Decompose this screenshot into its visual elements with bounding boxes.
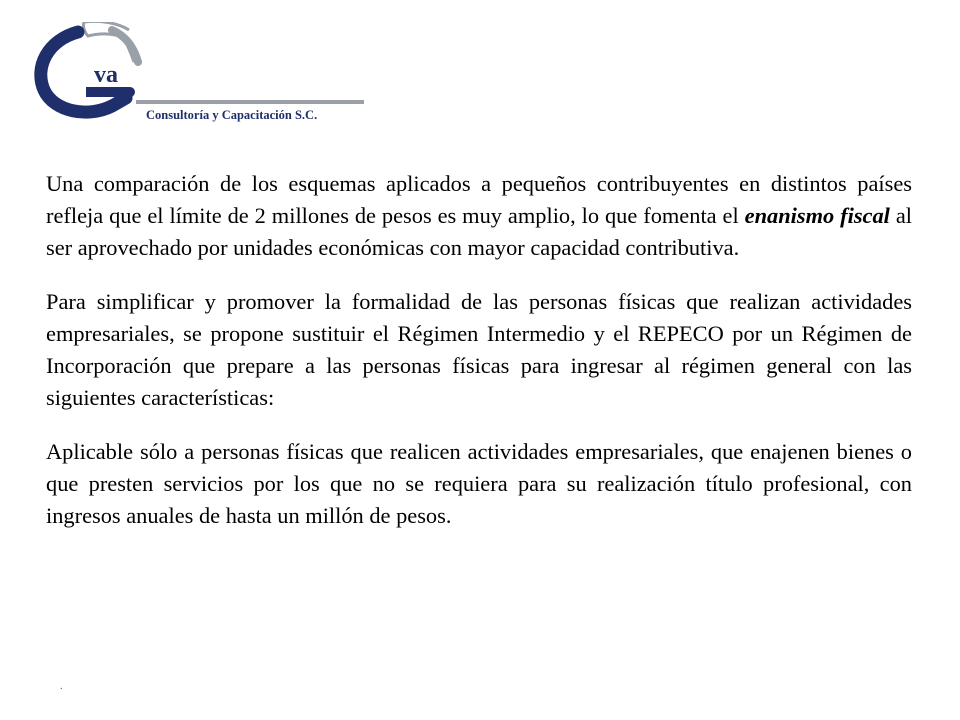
- logo-monogram: va: [94, 62, 118, 88]
- paragraph-1-start: Una comparación de los esquemas aplicados a pequeños contribuyentes en distintos países refleja que el límite de 2 millones de pesos es muy amplio, lo que fomenta el: [46, 171, 912, 228]
- paragraph-applicability: Aplicable sólo a personas físicas que realicen actividades empresariales, que enajenen bienes o que presten servicios por los que no se requiera para su realización título profesional, con ingresos anuales de hasta un millón de pesos.: [46, 439, 912, 528]
- paragraph-comparison: [46, 168, 912, 264]
- company-logo: [26, 22, 371, 132]
- paragraph-1-end: al ser aprovechado por unidades económicas con mayor capacidad contributiva.: [46, 203, 912, 260]
- slide-body: [46, 168, 912, 532]
- emphasis-enanismo-fiscal: enanismo fiscal: [744, 203, 890, 228]
- footer-marker: .: [60, 681, 63, 692]
- paragraph-proposal: Para simplificar y promover la formalidad de las personas físicas que realizan actividades empresariales, se propone sustituir el Régimen Intermedio y el REPECO por un Régimen de Incorporación que prepare a las personas físicas para ingresar al régimen general con las siguientes características:: [46, 289, 912, 410]
- logo-caption: Consultoría y Capacitación S.C.: [146, 108, 318, 122]
